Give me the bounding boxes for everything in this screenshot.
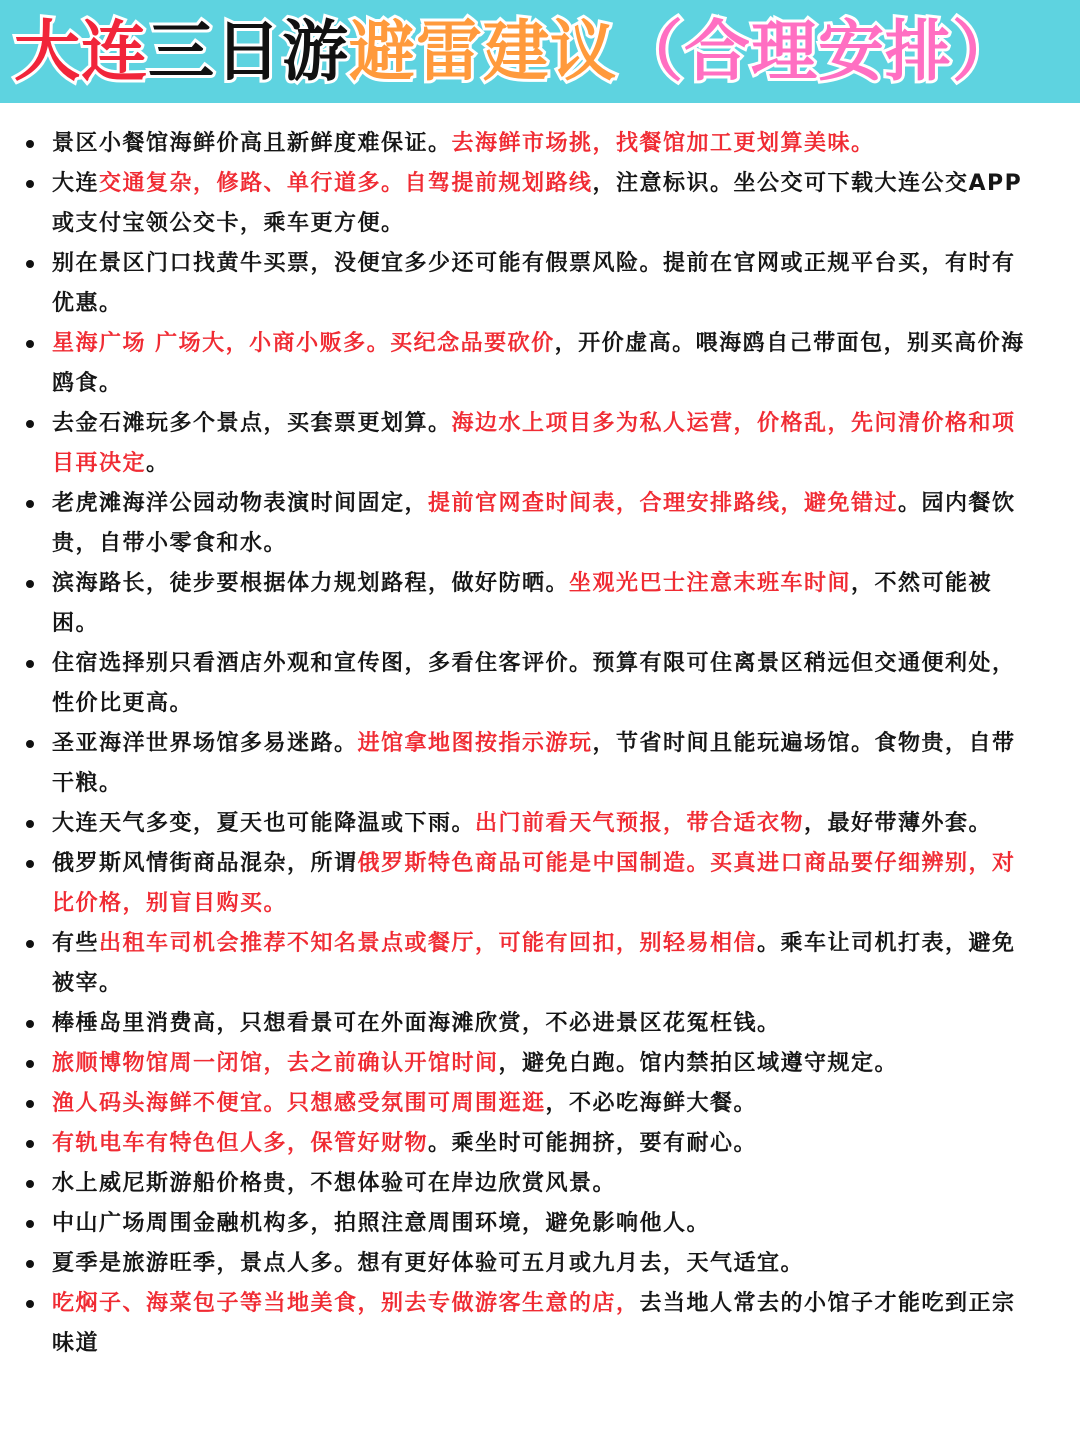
tip-item — [0, 724, 1080, 804]
tip-highlight-text: 吃焖子、海菜包子等当地美食，别去专做游客生意的店， — [52, 1291, 640, 1316]
tip-text: 去金石滩玩多个景点，买套票更划算。 — [52, 411, 452, 436]
tip-text: 中山广场周围金融机构多，拍照注意周围环境，避免影响他人。 — [52, 1211, 711, 1236]
tip-item — [0, 1284, 1080, 1364]
tip-highlight-text: 出门前看天气预报，带合适衣物 — [475, 811, 805, 836]
tip-text: 圣亚海洋世界场馆多易迷路。 — [52, 731, 358, 756]
bullet-dot-icon — [26, 1180, 34, 1188]
tip-item — [0, 1004, 1080, 1044]
tip-item — [0, 804, 1080, 844]
tip-item — [0, 1164, 1080, 1204]
tip-text: 。乘坐时可能拥挤，要有耐心。 — [428, 1131, 758, 1156]
title-part-destination: 大连 — [14, 12, 148, 90]
tip-item — [0, 324, 1080, 404]
bullet-dot-icon — [26, 820, 34, 828]
tip-item — [0, 404, 1080, 484]
bullet-dot-icon — [26, 1100, 34, 1108]
tip-text: 。乘车让司机打表，避免被宰。 — [52, 931, 1016, 996]
bullet-dot-icon — [26, 660, 34, 668]
tip-text: 夏季是旅游旺季，景点人多。想有更好体验可五月或九月去，天气适宜。 — [52, 1251, 805, 1276]
tip-text: 滨海路长，徒步要根据体力规划路程，做好防晒。 — [52, 571, 570, 596]
tip-text: 老虎滩海洋公园动物表演时间固定， — [52, 491, 429, 516]
tip-text: 别在景区门口找黄牛买票，没便宜多少还可能有假票风险。提前在官网或正规平台买，有时有优惠。 — [52, 251, 1016, 316]
tip-text: 有些 — [52, 931, 100, 956]
tip-item — [0, 1044, 1080, 1084]
tip-highlight-text: 去海鲜市场挑，找餐馆加工更划算美味。 — [451, 131, 875, 156]
tip-text: 棒棰岛里消费高，只想看景可在外面海滩欣赏，不必进景区花冤枉钱。 — [52, 1011, 781, 1036]
bullet-dot-icon — [26, 940, 34, 948]
tip-highlight-text: 星海广场 广场大，小商小贩多。买纪念品要砍价 — [52, 331, 555, 356]
bullet-dot-icon — [26, 1300, 34, 1308]
tip-text: ，最好带薄外套。 — [804, 811, 993, 836]
tip-text: ，不必吃海鲜大餐。 — [545, 1091, 758, 1116]
bullet-dot-icon — [26, 580, 34, 588]
tip-text: 去当地人常去的小馆子才能吃到正宗味道 — [52, 1291, 1016, 1356]
tip-item — [0, 644, 1080, 724]
tip-highlight-text: 进馆拿地图按指示游玩 — [357, 731, 593, 756]
tip-item — [0, 124, 1080, 164]
tip-highlight-text: 渔人码头海鲜不便宜。只想感受氛围可周围逛逛 — [52, 1091, 546, 1116]
bullet-dot-icon — [26, 260, 34, 268]
tip-highlight-text: 提前官网查时间表，合理安排路线，避免错过 — [428, 491, 899, 516]
tip-text: 大连天气多变，夏天也可能降温或下雨。 — [52, 811, 476, 836]
tip-highlight-text: 有轨电车有特色但人多，保管好财物 — [52, 1131, 429, 1156]
tip-text: ，开价虚高。喂海鸥自己带面包，别买高价海鸥食。 — [52, 331, 1025, 396]
bullet-dot-icon — [26, 1060, 34, 1068]
tip-item — [0, 1084, 1080, 1124]
tip-highlight-text: 海边水上项目多为私人运营，价格乱，先问清价格和项目再决定 — [52, 411, 1016, 476]
tips-list — [0, 124, 1080, 1364]
bullet-dot-icon — [26, 420, 34, 428]
tip-text: ，节省时间且能玩遍场馆。食物贵，自带干粮。 — [52, 731, 1016, 796]
tip-text: 景区小餐馆海鲜价高且新鲜度难保证。 — [52, 131, 452, 156]
tip-text: 俄罗斯风情街商品混杂，所谓 — [52, 851, 358, 876]
tip-item — [0, 844, 1080, 924]
tip-text: 住宿选择别只看酒店外观和宣传图，多看住客评价。预算有限可住离景区稍远但交通便利处，性价比更高。 — [52, 651, 1016, 716]
bullet-dot-icon — [26, 340, 34, 348]
title-part-trip: 三日游 — [148, 12, 349, 90]
title-banner — [0, 0, 1080, 103]
bullet-dot-icon — [26, 860, 34, 868]
tip-item — [0, 1244, 1080, 1284]
tip-item — [0, 164, 1080, 244]
title-part-warnings: 避雷建议 — [349, 12, 617, 90]
bullet-dot-icon — [26, 1020, 34, 1028]
bullet-dot-icon — [26, 500, 34, 508]
bullet-dot-icon — [26, 140, 34, 148]
tip-highlight-text: 俄罗斯特色商品可能是中国制造。买真进口商品要仔细辨别，对比价格，别盲目购买。 — [52, 851, 1016, 916]
tip-highlight-text: 旅顺博物馆周一闭馆，去之前确认开馆时间 — [52, 1051, 499, 1076]
tip-item — [0, 244, 1080, 324]
tip-text: 水上威尼斯游船价格贵，不想体验可在岸边欣赏风景。 — [52, 1171, 617, 1196]
tip-text: 。园内餐饮贵，自带小零食和水。 — [52, 491, 1016, 556]
tip-item — [0, 564, 1080, 644]
page-title — [14, 12, 1019, 90]
bullet-dot-icon — [26, 180, 34, 188]
bullet-dot-icon — [26, 740, 34, 748]
bullet-dot-icon — [26, 1260, 34, 1268]
tip-text: 大连 — [52, 171, 100, 196]
bullet-dot-icon — [26, 1140, 34, 1148]
bullet-dot-icon — [26, 1220, 34, 1228]
tip-text: ，避免白跑。馆内禁拍区域遵守规定。 — [498, 1051, 899, 1076]
tip-item — [0, 924, 1080, 1004]
tip-item — [0, 484, 1080, 564]
tip-text: 。 — [146, 451, 170, 476]
tip-text: ，不然可能被困。 — [52, 571, 993, 636]
tip-text: ，注意标识。坐公交可下载大连公交APP或支付宝领公交卡，乘车更方便。 — [52, 171, 1023, 236]
tip-item — [0, 1124, 1080, 1164]
tip-highlight-text: 坐观光巴士注意末班车时间 — [569, 571, 852, 596]
tip-item — [0, 1204, 1080, 1244]
tip-highlight-text: 交通复杂，修路、单行道多。自驾提前规划路线 — [99, 171, 593, 196]
title-part-note: （合理安排） — [617, 12, 1019, 90]
tip-highlight-text: 出租车司机会推荐不知名景点或餐厅，可能有回扣，别轻易相信 — [99, 931, 758, 956]
